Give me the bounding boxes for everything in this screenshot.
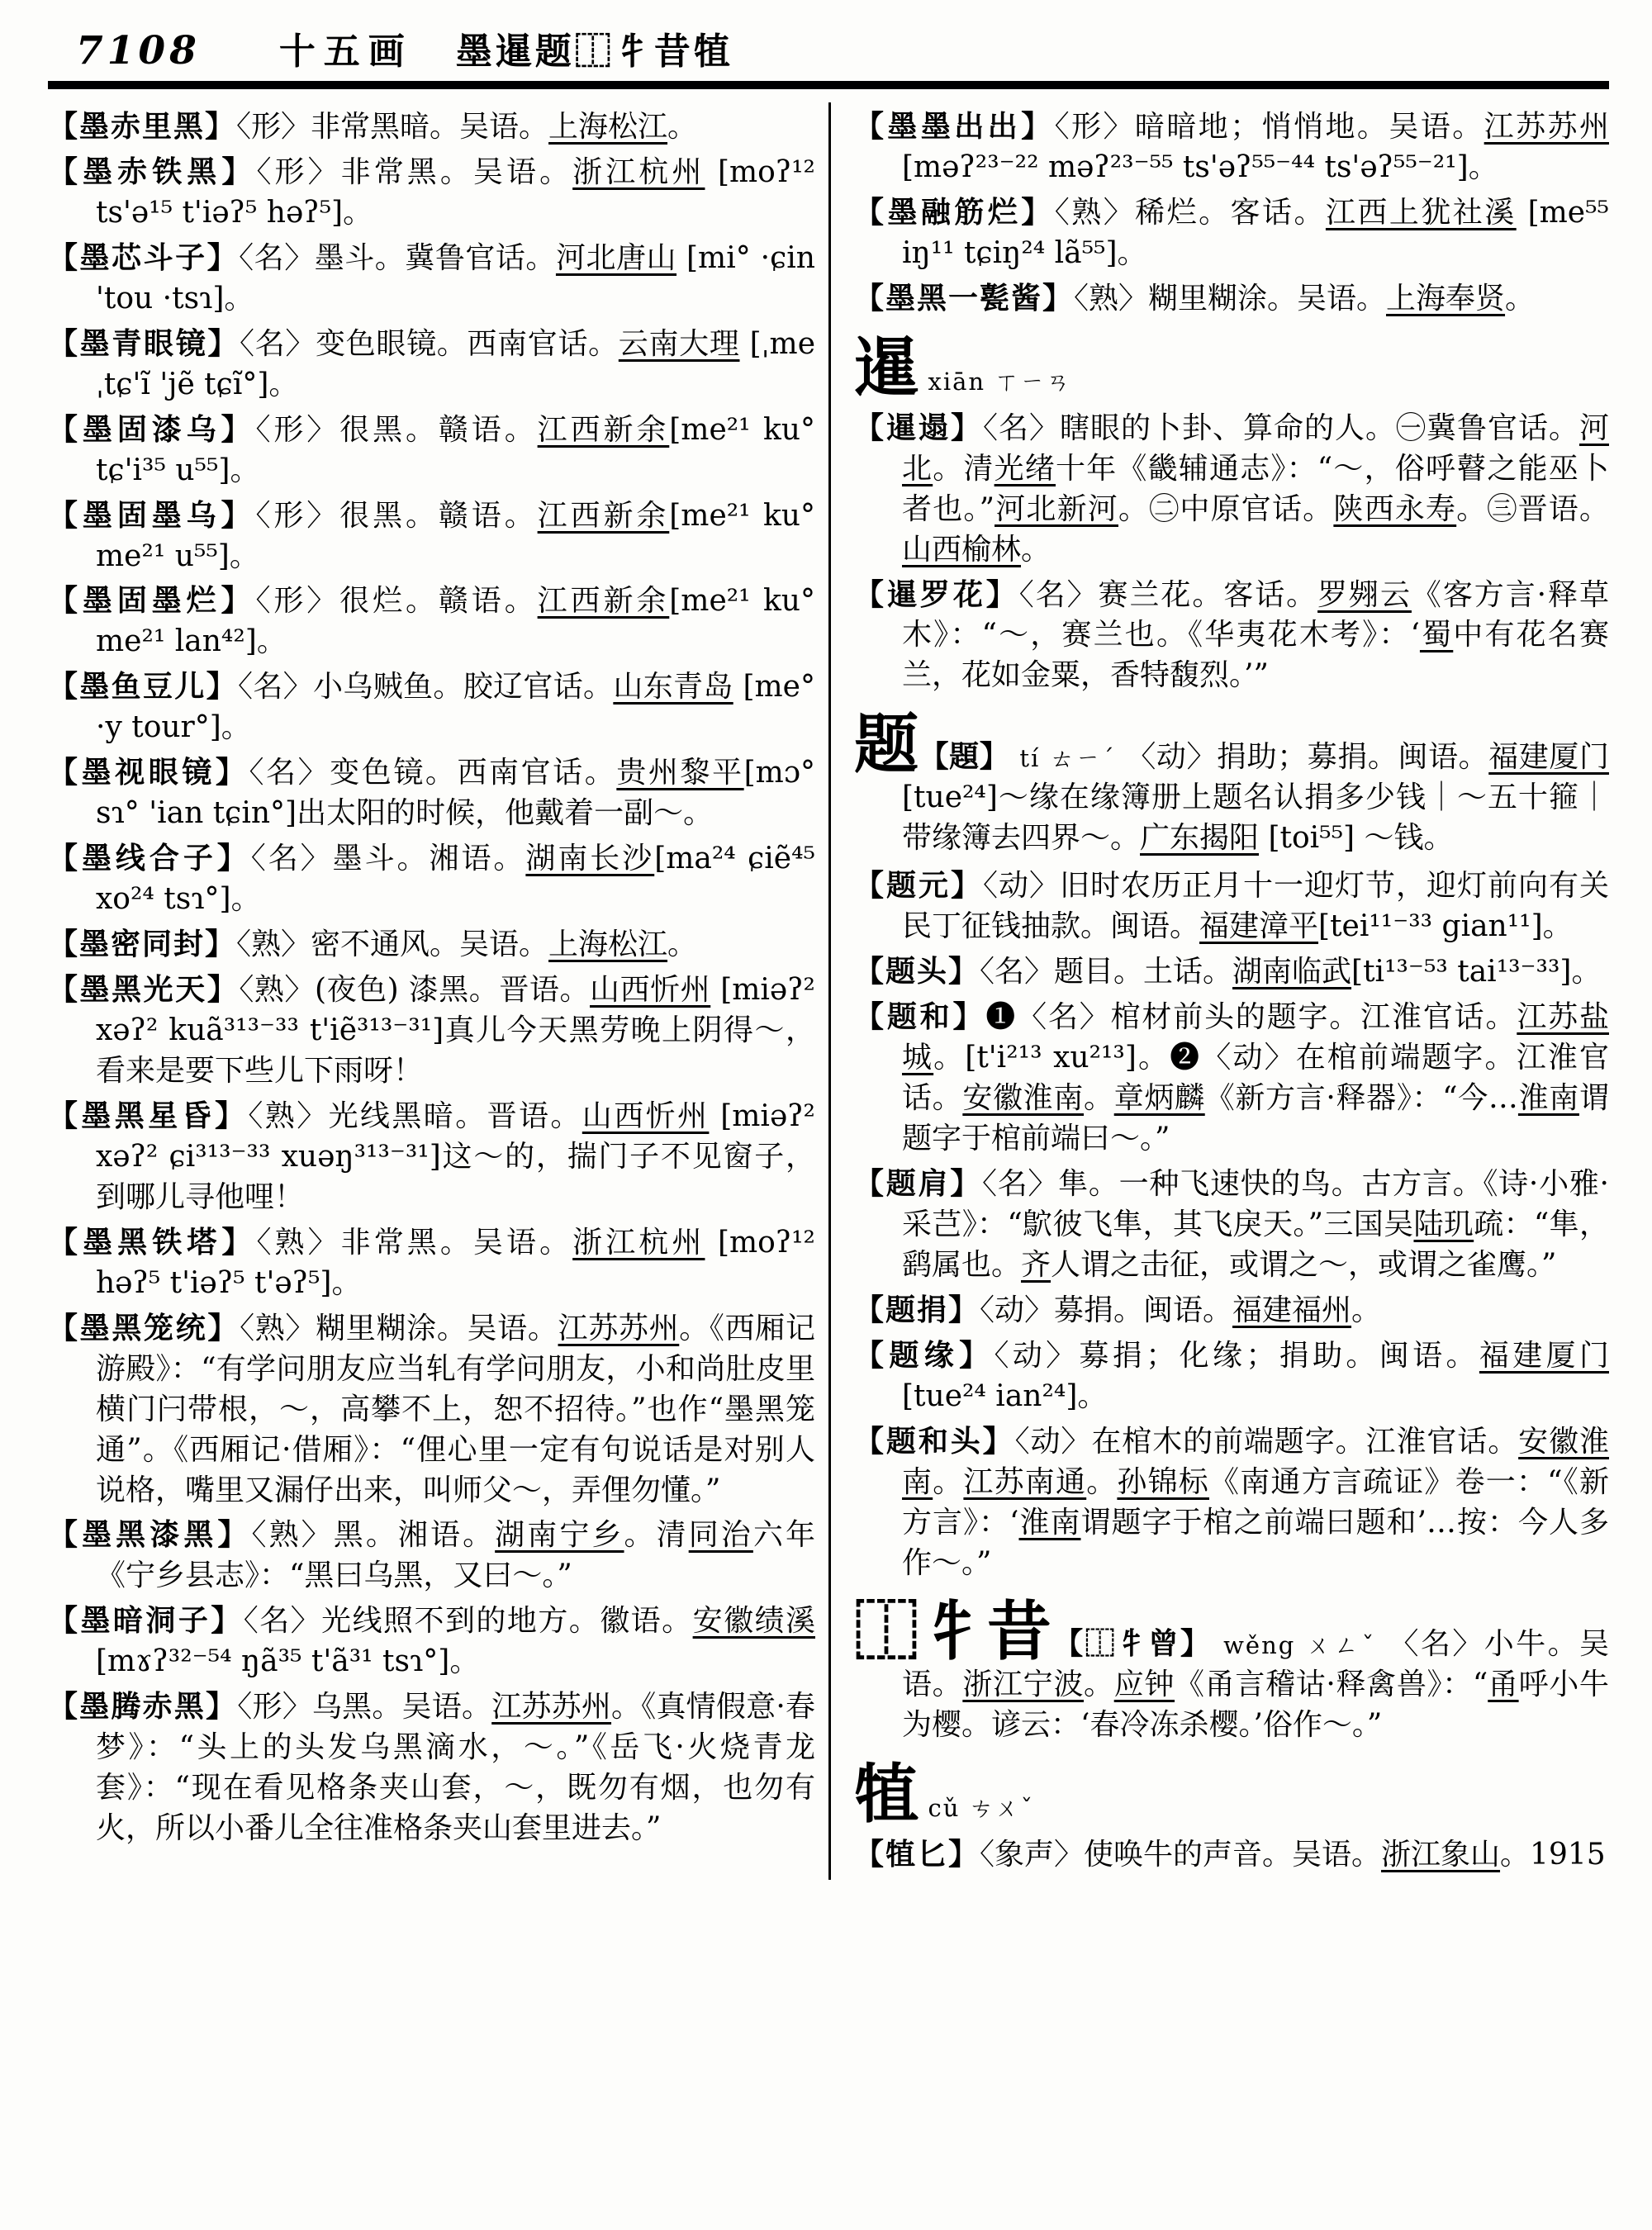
entry-headword: 【犆匕】 (854, 1837, 980, 1872)
entry-body: 〈名〉墨斗。湘语。湖南长沙[ma²⁴ ɕiẽ⁴⁵ xo²⁴ tsɿ°]。 (96, 842, 815, 917)
entry-headword: 【墨视眼镜】 (48, 755, 249, 790)
dict-entry (854, 1421, 1609, 1584)
entry-body: 〈熟〉密不通风。吴语。上海松江。 (236, 928, 698, 962)
entry-headword: 【墨青眼镜】 (48, 325, 240, 361)
section-pinyin-zhuyin: xiān ㄒㄧㄢ (928, 367, 1072, 396)
proper-noun-underline: 江苏苏州 (558, 1311, 680, 1345)
section-character: ⿰牜昔 (854, 1594, 1054, 1670)
entry-body: 〈熟〉黑。湘语。湖南宁乡。清同治六年《宁乡县志》：“黑曰乌黑，又曰～。” (96, 1518, 815, 1593)
entry-headword: 【墨赤铁黑】 (48, 154, 257, 189)
entry-headword: 【墨芯斗子】 (48, 240, 240, 275)
entry-headword: 【题头】 (854, 954, 980, 989)
dict-entry (854, 1290, 1609, 1331)
entry-headword: 【墨固漆乌】 (48, 411, 256, 447)
proper-noun-underline: 贵州黎平 (616, 756, 744, 790)
dict-entry (48, 970, 815, 1092)
entry-headword: 【墨黑铁塔】 (48, 1224, 257, 1260)
dict-entry (854, 1164, 1609, 1286)
proper-noun-underline: 江苏盐城 (902, 1000, 1609, 1075)
entry-body: 〈熟〉稀烂。客话。江西上犹社溪 [me⁵⁵ iŋ¹¹ tɕiŋ²⁴ lã⁵⁵]。 (902, 195, 1609, 270)
proper-noun-underline: 河北唐山 (555, 240, 677, 275)
proper-noun-underline: 云南大理 (618, 326, 740, 361)
section-pinyin-zhuyin: cǔ ㄘㄨˇ (928, 1794, 1035, 1823)
page-number: 7108 (76, 28, 201, 74)
section-variant-form: 【⿰牜曾】 (1053, 1626, 1213, 1662)
entry-headword: 【墨固墨乌】 (48, 497, 256, 533)
dict-entry (854, 866, 1609, 947)
dict-entry (48, 410, 815, 491)
dict-entry (48, 152, 815, 234)
entry-headword: 【墨鱼豆儿】 (48, 669, 239, 705)
dict-entry (854, 1336, 1609, 1417)
entry-headword: 【墨融筋烂】 (854, 194, 1055, 230)
dict-entry (854, 107, 1609, 188)
entry-body: 〈名〉题目。土话。湖南临武[ti¹³⁻⁵³ tai¹³⁻³³]。 (980, 955, 1602, 989)
columns (48, 102, 1609, 1880)
section-head-xian (854, 330, 1609, 406)
entry-headword: 【题和头】 (854, 1423, 1015, 1459)
section-character: 犆 (854, 1757, 919, 1833)
proper-noun-underline: 江西新余 (537, 412, 670, 447)
entry-headword: 【墨墨出出】 (854, 109, 1055, 144)
entry-headword: 【题元】 (854, 868, 983, 904)
section-character: 题 (854, 707, 919, 783)
entry-body: 〈形〉非常黑。吴语。浙江杭州 [moʔ¹² ts'ə¹⁵ t'iəʔ⁵ həʔ⁵]。 (96, 154, 815, 230)
proper-noun-underline: 甬 (1488, 1668, 1519, 1702)
dict-entry (48, 107, 815, 148)
entry-body: 〈形〉很黑。赣语。江西新余[me²¹ ku° me²¹ u⁵⁵]。 (96, 498, 815, 573)
entry-body: 〈形〉很黑。赣语。江西新余[me²¹ ku° tɕ'i³⁵ u⁵⁵]。 (96, 412, 815, 487)
proper-noun-underline: 广东揭阳 (1140, 821, 1260, 856)
proper-noun-underline: 安徽绩溪 (692, 1604, 815, 1639)
entry-headword: 【墨黑一甏酱】 (854, 280, 1075, 316)
headword-range: 墨暹题⿰牜昔犆 (455, 31, 733, 73)
dict-entry (854, 278, 1609, 320)
stroke-section-label: 十五画 (278, 31, 413, 73)
proper-noun-underline: 山东青岛 (613, 670, 733, 705)
entry-body: 〈形〉很烂。赣语。江西新余[me²¹ ku° me²¹ lan⁴²]。 (96, 584, 815, 659)
proper-noun-underline: 光绪 (994, 451, 1056, 486)
entry-body: 〈熟〉糊里糊涂。吴语。上海奉贤。 (1074, 281, 1536, 316)
section-variant-form: 【題】 (919, 739, 1010, 775)
proper-noun-underline: 湖南宁乡 (495, 1518, 624, 1553)
entry-headword: 【墨腾赤黑】 (48, 1689, 238, 1725)
dict-entry (854, 997, 1609, 1160)
entry-body: 〈名〉变色镜。西南官话。贵州黎平[mɔ° sɿ° 'ian tɕin°]出太阳的时候，他戴着一副～。 (96, 756, 815, 831)
entry-body: 〈动〉在棺木的前端题字。江淮官话。安徽淮南。江苏南通。孙锦标《南通方言疏证》卷一：“《新方言》：‘淮南谓题字于棺之前端曰题和’…按：今人多作～。” (902, 1424, 1609, 1580)
proper-noun-underline: 同治 (688, 1518, 753, 1553)
dict-entry (48, 924, 815, 966)
proper-noun-underline: 河北 (902, 410, 1609, 486)
dict-entry (48, 496, 815, 577)
entry-body: 〈名〉瞎眼的卜卦、算命的人。㊀冀鲁官话。河北。清光绪十年《畿辅通志》：“～，俗呼瞽之能巫卜者也。”河北新河。㊁中原官话。陕西永寿。㊂晋语。山西榆林。 (902, 410, 1609, 567)
entry-headword: 【墨黑星昏】 (48, 1098, 249, 1133)
proper-noun-underline: 河北新河 (995, 491, 1118, 526)
entry-body: 〈动〉募捐；化缘；捐助。闽语。福建厦门 [tue²⁴ ian²⁴]。 (902, 1338, 1609, 1413)
dict-entry (854, 1834, 1609, 1876)
proper-noun-underline: 罗翙云 (1317, 577, 1412, 612)
entry-body: 〈形〉非常黑暗。吴语。上海松江。 (236, 110, 698, 144)
proper-noun-underline: 福建厦门 (1488, 740, 1609, 775)
proper-noun-underline: 齐 (1021, 1247, 1051, 1282)
dict-entry (48, 838, 815, 920)
section-pinyin-zhuyin: wěng ㄨㄥˇ (1223, 1631, 1378, 1660)
proper-noun-underline: 江苏南通 (963, 1464, 1087, 1499)
left-column (48, 102, 828, 1880)
entry-headword: 【题和】 (854, 999, 986, 1035)
entry-headword: 【墨暗洞子】 (48, 1603, 244, 1639)
proper-noun-underline: 孙锦标 (1117, 1464, 1209, 1499)
entry-headword: 【墨黑漆黑】 (48, 1517, 252, 1553)
dict-entry (48, 324, 815, 406)
entry-body: 〈动〉募捐。闽语。福建福州。 (980, 1293, 1382, 1327)
proper-noun-underline: 上海奉贤 (1386, 281, 1506, 316)
section-character: 暹 (854, 330, 919, 406)
header-rule (48, 81, 1609, 89)
proper-noun-underline: 福建福州 (1232, 1293, 1352, 1327)
entry-body: 〈熟〉糊里糊涂。吴语。江苏苏州。《西厢记 游殿》：“有学问朋友应当轧有学问朋友，小和尚肚皮里横门闩带根，～，高攀不上，恕不招待。”也作“墨黑笼通”。《西厢记·借厢》：“俚心里一定有句说话是对别人说格，嘴里又漏仔出来，叫师父～，弄俚勿懂。” (96, 1311, 815, 1507)
proper-noun-underline: 上海松江 (548, 110, 668, 144)
dict-entry (48, 238, 815, 320)
dict-entry (48, 1515, 815, 1597)
entry-headword: 【题缘】 (854, 1337, 995, 1373)
dict-entry (854, 951, 1609, 993)
proper-noun-underline: 安徽淮南 (962, 1081, 1085, 1116)
section-definition: 〈名〉小牛。吴语。浙江宁波。应钟《甬言稽诂·释禽兽》：“甬呼小牛为樱。谚云：‘春冷冻杀樱。’俗作～。” (902, 1627, 1609, 1743)
proper-noun-underline: 福建漳平 (1199, 909, 1319, 944)
proper-noun-underline: 江西上犹社溪 (1325, 195, 1517, 230)
proper-noun-underline: 湖南临武 (1232, 955, 1352, 989)
proper-noun-underline: 江西新余 (537, 498, 670, 533)
entry-body: 〈形〉暗暗地；悄悄地。吴语。江苏苏州 [məʔ²³⁻²² məʔ²³⁻⁵⁵ ts'əʔ⁵⁵⁻⁴⁴ ts'əʔ⁵⁵⁻²¹]。 (902, 110, 1609, 184)
proper-noun-underline: 江西新余 (537, 584, 670, 619)
entry-headword: 【墨黑笼统】 (48, 1310, 240, 1345)
entry-body: 〈熟〉非常黑。吴语。浙江杭州 [moʔ¹² həʔ⁵ t'iəʔ⁵ t'əʔ⁵]。 (96, 1225, 815, 1300)
proper-noun-underline: 湖南长沙 (525, 842, 655, 876)
proper-noun-underline: 浙江象山 (1381, 1838, 1501, 1872)
dict-entry (854, 192, 1609, 274)
entry-headword: 【题捐】 (854, 1292, 980, 1327)
proper-noun-underline: 山西榆林 (902, 532, 1022, 567)
proper-noun-underline: 陕西永寿 (1333, 491, 1457, 526)
entry-headword: 【墨固墨烂】 (48, 583, 256, 619)
proper-noun-underline: 陆玑 (1413, 1207, 1474, 1241)
entry-body: 〈名〉墨斗。冀鲁官话。河北唐山 [mi° ·ɕin 'tou ·tsɿ]。 (96, 240, 815, 316)
proper-noun-underline: 浙江杭州 (572, 154, 705, 189)
dict-entry (48, 752, 815, 834)
proper-noun-underline: 蜀 (1419, 618, 1454, 652)
entry-headword: 【墨黑光天】 (48, 972, 240, 1008)
proper-noun-underline: 淮南 (1517, 1081, 1579, 1116)
proper-noun-underline: 江苏苏州 (1483, 110, 1609, 144)
dict-entry (48, 667, 815, 748)
entry-body: 〈名〉小乌贼鱼。胶辽官话。山东青岛 [me° ·y tour°]。 (96, 670, 815, 745)
proper-noun-underline: 浙江杭州 (572, 1225, 705, 1260)
proper-noun-underline: 上海松江 (548, 928, 668, 962)
section-pinyin-zhuyin: tí ㄊㄧˊ (1019, 744, 1117, 773)
section-head-ti (854, 707, 1609, 859)
dict-entry (48, 1222, 815, 1304)
proper-noun-underline: 浙江宁波 (962, 1668, 1085, 1702)
entry-body: 〈熟〉(夜色) 漆黑。晋语。山西忻州 [miəʔ² xəʔ² kuã³¹³⁻³³ t'iẽ³¹³⁻³¹]真儿今天黑劳晚上阴得～，看来是要下些儿下雨呀！ (96, 973, 815, 1088)
page-header (48, 21, 1609, 74)
dict-entry (48, 1601, 815, 1682)
entry-body: 〈名〉变色眼镜。西南官话。云南大理 [ˌme ˌtɕ'ĩ 'jẽ tɕĩ°]。 (96, 326, 815, 401)
proper-noun-underline: 应钟 (1113, 1668, 1175, 1702)
proper-noun-underline: 山西忻州 (590, 973, 711, 1008)
dict-entry (48, 1687, 815, 1849)
entry-body: 〈名〉隼。一种飞速快的鸟。古方言。《诗·小雅·采芑》：“鴥彼飞隼，其飞戾天。”三国吴陆玑疏：“隼，鹞属也。齐人谓之击征，或谓之～，或谓之雀鹰。” (902, 1166, 1609, 1282)
dict-entry (48, 1308, 815, 1511)
entry-headword: 【题肩】 (854, 1165, 982, 1201)
entry-headword: 【暹罗花】 (854, 576, 1019, 612)
proper-noun-underline: 安徽淮南 (902, 1424, 1609, 1499)
dict-entry (48, 1096, 815, 1218)
right-column (828, 102, 1609, 1880)
proper-noun-underline: 江苏苏州 (491, 1690, 612, 1725)
entry-body: 〈形〉乌黑。吴语。江苏苏州。《真情假意·春梦》：“头上的头发乌黑滴水，～。”《岳飞·火烧青龙套》：“现在看见格条夹山套，～，既勿有烟，也勿有火，所以小番儿全往准格条夹山套里进去。” (96, 1690, 815, 1846)
entry-headword: 【墨线合子】 (48, 841, 251, 876)
entry-body: 〈名〉赛兰花。客话。罗翙云《客方言·释草木》：“～，赛兰也。《华夷花木考》：‘蜀中有花名赛兰，花如金粟，香特馥烈。’” (902, 577, 1609, 693)
entry-headword: 【墨密同封】 (48, 927, 237, 962)
dict-entry (48, 581, 815, 662)
proper-noun-underline: 福建厦门 (1479, 1338, 1609, 1373)
dict-entry (854, 575, 1609, 697)
proper-noun-underline: 淮南 (1018, 1505, 1081, 1540)
proper-noun-underline: 山西忻州 (582, 1098, 710, 1133)
section-head-weng (854, 1594, 1609, 1746)
entry-body: 〈动〉旧时农历正月十一迎灯节，迎灯前向有关民丁征钱抽款。闽语。福建漳平[tei¹¹⁻³³ gian¹¹]。 (902, 869, 1609, 944)
entry-headword: 【暹遢】 (854, 410, 983, 445)
entry-body: ❶〈名〉棺材前头的题字。江淮官话。江苏盐城。[t'i²¹³ xu²¹³]。❷〈动〉在棺前端题字。江淮官话。安徽淮南。章炳麟《新方言·释器》：“今…淮南谓题字于棺前端曰～。” (902, 1000, 1609, 1155)
entry-body: 〈象声〉使唤牛的声音。吴语。浙江象山。1915 (980, 1838, 1606, 1872)
entry-body: 〈熟〉光线黑暗。晋语。山西忻州 [miəʔ² xəʔ² ɕi³¹³⁻³³ xuəŋ³¹³⁻³¹]这～的，揣门子不见窗子，到哪儿寻他哩！ (96, 1098, 815, 1214)
entry-body: 〈名〉光线照不到的地方。徽语。安徽绩溪 [mɤʔ³²⁻⁵⁴ ŋã³⁵ t'ã³¹ tsɿ°]。 (96, 1604, 815, 1679)
section-head-cu (854, 1757, 1609, 1833)
proper-noun-underline: 章炳麟 (1113, 1081, 1205, 1116)
section-definition: 〈动〉捐助；募捐。闽语。福建厦门 [tue²⁴]～缘在缘簿册上题名认捐多少钱｜～五十箍｜带缘簿去四界～。广东揭阳 [toi⁵⁵] ～钱。 (902, 740, 1609, 856)
entry-headword: 【墨赤里黑】 (48, 109, 237, 144)
dict-entry (854, 408, 1609, 571)
